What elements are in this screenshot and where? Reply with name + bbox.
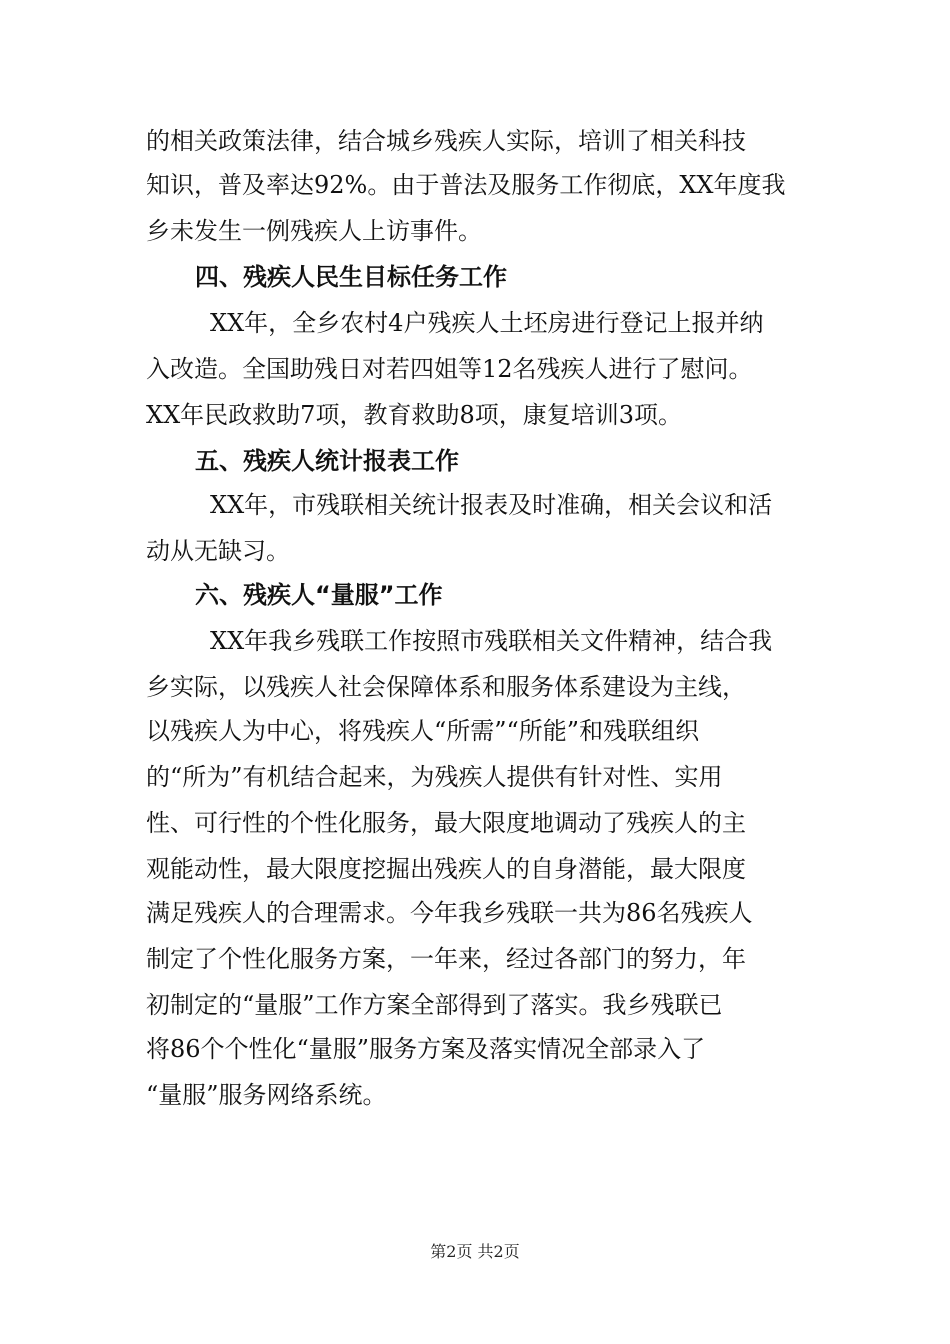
section-6-line-5: 性、可行性的个性化服务，最大限度地调动了残疾人的主 xyxy=(146,809,746,837)
intro-line-2: 知识，普及率达92%。由于普法及服务工作彻底，XX年度我 xyxy=(146,171,786,199)
page-number-footer: 第2页 共2页 xyxy=(430,1242,520,1261)
section-6-line-8: 制定了个性化服务方案，一年来，经过各部门的努力，年 xyxy=(146,945,746,973)
section-6-line-7: 满足残疾人的合理需求。今年我乡残联一共为86名残疾人 xyxy=(146,899,753,927)
section-6-line-1: XX年我乡残联工作按照市残联相关文件精神，结合我 xyxy=(210,627,773,655)
section-4-heading: 四、残疾人民生目标任务工作 xyxy=(195,263,507,291)
section-5-heading: 五、残疾人统计报表工作 xyxy=(195,447,459,475)
section-4-line-3: XX年民政救助7项，教育救助8项，康复培训3项。 xyxy=(146,401,682,429)
section-6-line-4: 的“所为”有机结合起来，为残疾人提供有针对性、实用 xyxy=(146,763,723,791)
section-4-line-2: 入改造。全国助残日对若四姐等12名残疾人进行了慰问。 xyxy=(146,355,753,383)
section-6-line-3: 以残疾人为中心，将残疾人“所需”“所能”和残联组织 xyxy=(146,717,700,745)
intro-line-1: 的相关政策法律，结合城乡残疾人实际，培训了相关科技 xyxy=(146,127,746,155)
section-5-line-2: 动从无缺习。 xyxy=(146,537,290,565)
section-4-line-1: XX年，全乡农村4户残疾人土坯房进行登记上报并纳 xyxy=(210,309,764,337)
section-6-heading: 六、残疾人“量服”工作 xyxy=(195,581,443,609)
section-6-line-9: 初制定的“量服”工作方案全部得到了落实。我乡残联已 xyxy=(146,991,723,1019)
section-5-line-1: XX年，市残联相关统计报表及时准确，相关会议和活 xyxy=(210,491,773,519)
section-6-line-2: 乡实际，以残疾人社会保障体系和服务体系建设为主线， xyxy=(146,673,746,701)
section-6-line-10: 将86个个性化“量服”服务方案及落实情况全部录入了 xyxy=(146,1035,706,1063)
intro-line-3: 乡未发生一例残疾人上访事件。 xyxy=(146,217,482,245)
section-6-line-11: “量服”服务网络系统。 xyxy=(146,1081,387,1109)
section-6-line-6: 观能动性，最大限度挖掘出残疾人的自身潜能，最大限度 xyxy=(146,855,746,883)
